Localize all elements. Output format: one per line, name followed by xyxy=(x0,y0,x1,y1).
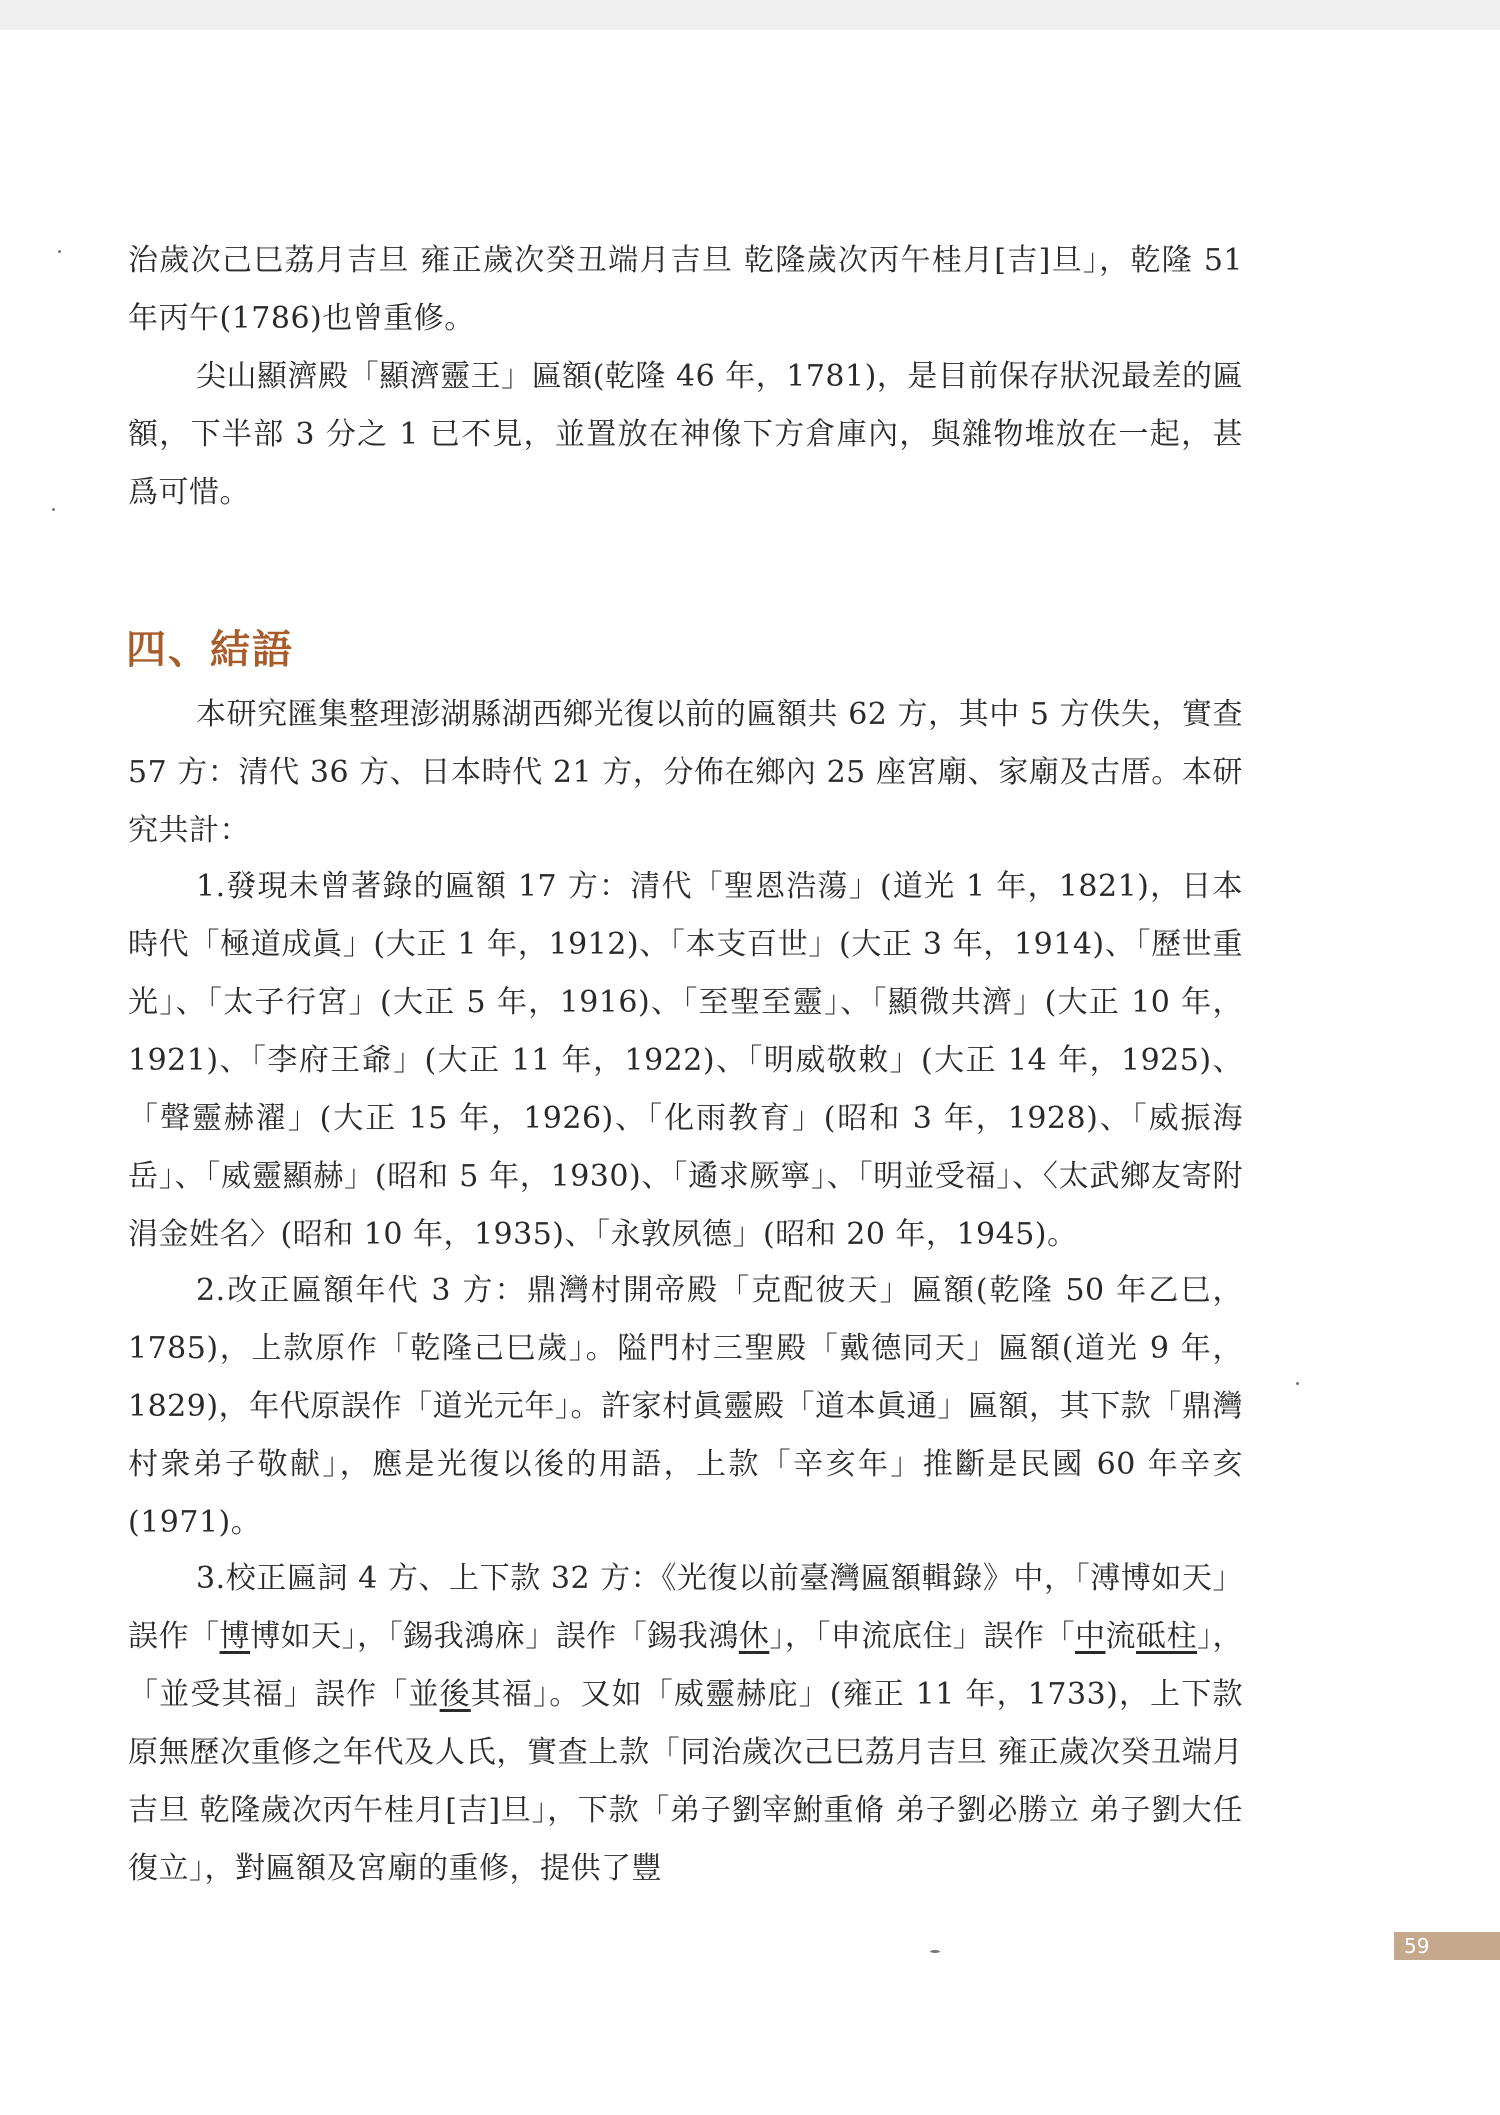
scan-speck xyxy=(930,1950,940,1953)
underlined-correction: 中 xyxy=(1074,1619,1106,1654)
section-heading: 四、結語 xyxy=(126,627,294,673)
paragraph-jianshan-plaque: 尖山顯濟殿「顯濟靈王」匾額(乾隆 46 年，1781)，是目前保存狀況最差的匾額，下半部 3 分之 1 已不見，並置放在神像下方倉庫內，與雜物堆放在一起，甚爲可惜。 xyxy=(128,359,1243,510)
paragraph-finding-3 xyxy=(128,1550,1243,1898)
underlined-correction: 博 xyxy=(219,1619,251,1654)
scan-speck xyxy=(1296,1382,1299,1385)
text-segment: 流 xyxy=(1105,1619,1136,1654)
text-segment: 博如天」，「錫我鴻庥」誤作「錫我鴻 xyxy=(250,1619,739,1654)
paragraph-finding-1: 1.發現未曾著錄的匾額 17 方：清代「聖恩浩蕩」(道光 1 年，1821)，日本時代「極道成眞」(大正 1 年，1912)、「本支百世」(大正 3 年，1914)、「歷世重光」、「太子行宮」(大正 5 年，1916)、「至聖至靈」、「顯微共濟」(大正 10 年，1921)、「李府王爺」(大正 11 年，1922)、「明威敬敕」(大正 14 年，1925)、「聲靈赫濯」(大正 15 年，1926)、「化雨教育」(昭和 3 年，1928)、「威振海岳」、「威靈顯赫」(昭和 5 年，1930)、「遹求厥寧」、「明並受福」、〈太武鄉友寄附涓金姓名〉(昭和 10 年，1935)、「永敦夙德」(昭和 20 年，1945)。 xyxy=(128,869,1243,1252)
text-segment: 3.校正匾詞 4 方、上下款 32 方：《光復以前臺灣匾額輯錄》中，「溥博如天」誤作「 xyxy=(128,1561,1243,1654)
text-segment: 」，「並受其福」誤作「並 xyxy=(128,1619,1244,1712)
scan-speck xyxy=(52,508,55,511)
text-segment: 其福」。又如「威靈赫庇」(雍正 11 年，1733)，上下款原無歷次重修之年代及人氏，實查上款「同治歲次己巳荔月吉旦 雍正歲次癸丑端月吉旦 乾隆歲次丙午桂月[吉]旦」，下款「弟子劉宰鮒重脩 弟子劉必勝立 弟子劉大任復立」，對匾額及宮廟的重修，提供了豐 xyxy=(128,1677,1244,1886)
underlined-correction: 休 xyxy=(738,1619,770,1654)
underlined-correction: 砥柱 xyxy=(1136,1619,1198,1654)
paragraph-conclusion-intro: 本研究匯集整理澎湖縣湖西鄉光復以前的匾額共 62 方，其中 5 方佚失，實查 57 方：清代 36 方、日本時代 21 方，分佈在鄉內 25 座宮廟、家廟及古厝。本研究共計： xyxy=(128,697,1243,848)
page-number: 59 xyxy=(1394,1932,1500,1960)
paragraph-continued: 治歲次己巳荔月吉旦 雍正歲次癸丑端月吉旦 乾隆歲次丙午桂月[吉]旦」，乾隆 51 年丙午(1786)也曾重修。 xyxy=(128,243,1243,336)
underlined-correction: 後 xyxy=(439,1677,471,1712)
paragraph-finding-2: 2.改正匾額年代 3 方：鼎灣村開帝殿「克配彼天」匾額(乾隆 50 年乙巳，1785)，上款原作「乾隆己巳歲」。隘門村三聖殿「戴德同天」匾額(道光 9 年，1829)，年代原誤作「道光元年」。許家村眞靈殿「道本眞通」匾額，其下款「鼎灣村衆弟子敬献」，應是光復以後的用語，上款「辛亥年」推斷是民國 60 年辛亥(1971)。 xyxy=(128,1273,1243,1540)
scan-speck xyxy=(58,250,61,253)
text-segment: 」，「申流底住」誤作「 xyxy=(769,1619,1075,1654)
